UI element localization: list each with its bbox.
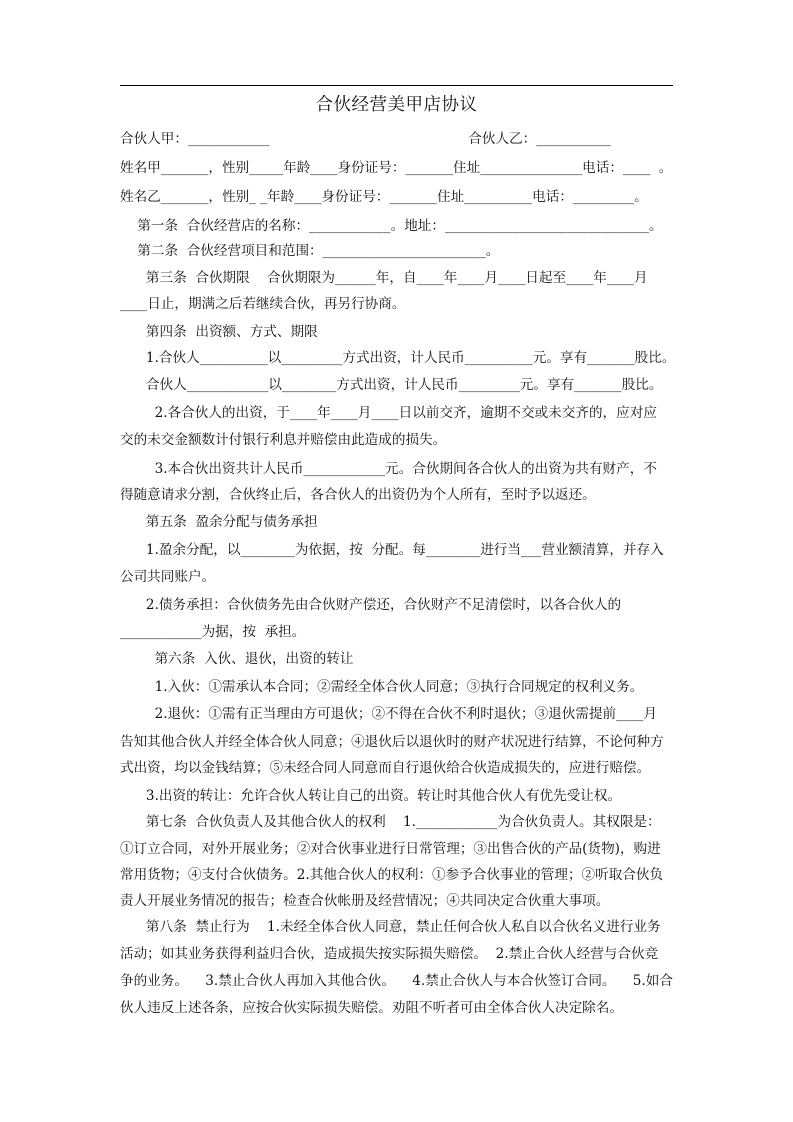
text-line: 姓名乙_______，性别_ _年龄____身份证号：_______住址__________电话：_________。 <box>120 189 648 205</box>
text-line: 告知其他合伙人并经全体合伙人同意；④退伙后以退伙时的财产状况进行结算，不论何种方 <box>120 734 664 750</box>
text-line: 第四条 出资额、方式、期限 <box>120 324 318 340</box>
text-line: 第八条 禁止行为 1.未经全体合伙人同意，禁止任何合伙人私自以合伙名义进行业务 <box>120 919 661 935</box>
text-line: 合伙人____________以________方式出资，计人民币_________元。享有_______股比。 <box>120 377 663 393</box>
text-line: ①订立合同，对外开展业务；②对合伙事业进行日常管理；③出售合伙的产品(货物)，购进 <box>120 841 661 857</box>
text-line: 1.合伙人__________以_________方式出资，计人民币__________元。享有_______股比。 <box>120 350 676 366</box>
text-line: 第六条 入伙、退伙，出资的转让 <box>120 651 354 667</box>
text-line: 1.盈余分配，以________为依据，按 分配。每________进行当___营业额清算，并存入 <box>120 542 664 558</box>
text-line: 得随意请求分割，合伙终止后，各合伙人的出资仍为个人所有，至时予以返还。 <box>120 487 596 503</box>
text-line: 姓名甲_______，性别_____年龄____身份证号：_______住址_______________电话：____ 。 <box>120 160 673 176</box>
document-title: 合伙经营美甲店协议 <box>315 95 478 115</box>
text-line: 第三条 合伙期限 合伙期限为______年，自____年____月____日起至____年____月 <box>120 270 648 286</box>
header-rule <box>120 85 673 86</box>
text-line: 3.出资的转让：允许合伙人转让自己的出资。转让时其他合伙人有优先受让权。 <box>120 788 622 804</box>
text-line: 合伙人甲：____________ 合伙人乙：___________ <box>120 131 612 147</box>
text-line: 2.债务承担：合伙债务先由合伙财产偿还，合伙财产不足清偿时，以各合伙人的 <box>120 597 622 613</box>
text-line: 活动；如其业务获得利益归合伙，造成损失按实际损失赔偿。 2.禁止合伙人经营与合伙竞 <box>120 946 659 962</box>
text-line: 第二条 合伙经营项目和范围：________________________。 <box>120 243 500 259</box>
text-line: 第七条 合伙负责人及其他合伙人的权利 1.____________为合伙负责人。其权限是： <box>120 814 661 830</box>
text-line: 伙人违反上述各条，应按合伙实际损失赔偿。劝阻不听者可由全体合伙人决定除名。 <box>120 1000 623 1016</box>
text-line: 争的业务。 3.禁止合伙人再加入其他合伙。 4.禁止合伙人与本合伙签订合同。 5.如合 <box>120 973 673 989</box>
text-line: 公司共同账户。 <box>120 569 216 585</box>
text-line: 交的未交金额数计付银行利息并赔偿由此造成的损失。 <box>120 432 447 448</box>
text-line: 第一条 合伙经营店的名称：____________。地址：______________________________。 <box>120 218 663 234</box>
text-line: 2.各合伙人的出资，于____年____月____日以前交齐，逾期不交或未交齐的，应对应 <box>120 405 657 421</box>
text-line: 1.入伙：①需承认本合同；②需经全体合伙人同意；③执行合同规定的权利义务。 <box>120 679 644 695</box>
text-line: ____________为据，按 承担。 <box>120 624 306 640</box>
text-line: 第五条 盈余分配与债务承担 <box>120 514 318 530</box>
text-line: 责人开展业务情况的报告；检查合伙帐册及经营情况；④共同决定合伙重大事项。 <box>120 893 610 909</box>
text-line: 2.退伙：①需有正当理由方可退伙；②不得在合伙不利时退伙；③退伙需提前____月 <box>120 706 657 722</box>
text-line: 3.本合伙出资共计人民币____________元。合伙期间各合伙人的出资为共有财产，不 <box>120 461 657 477</box>
text-line: ____日止，期满之后若继续合伙，再另行协商。 <box>120 296 406 312</box>
text-line: 式出资，均以金钱结算；⑤未经合同人同意而自行退伙给合伙造成损失的，应进行赔偿。 <box>120 760 651 776</box>
text-line: 常用货物；④支付合伙债务。2.其他合伙人的权利：①参予合伙事业的管理；②听取合伙负 <box>120 867 664 883</box>
